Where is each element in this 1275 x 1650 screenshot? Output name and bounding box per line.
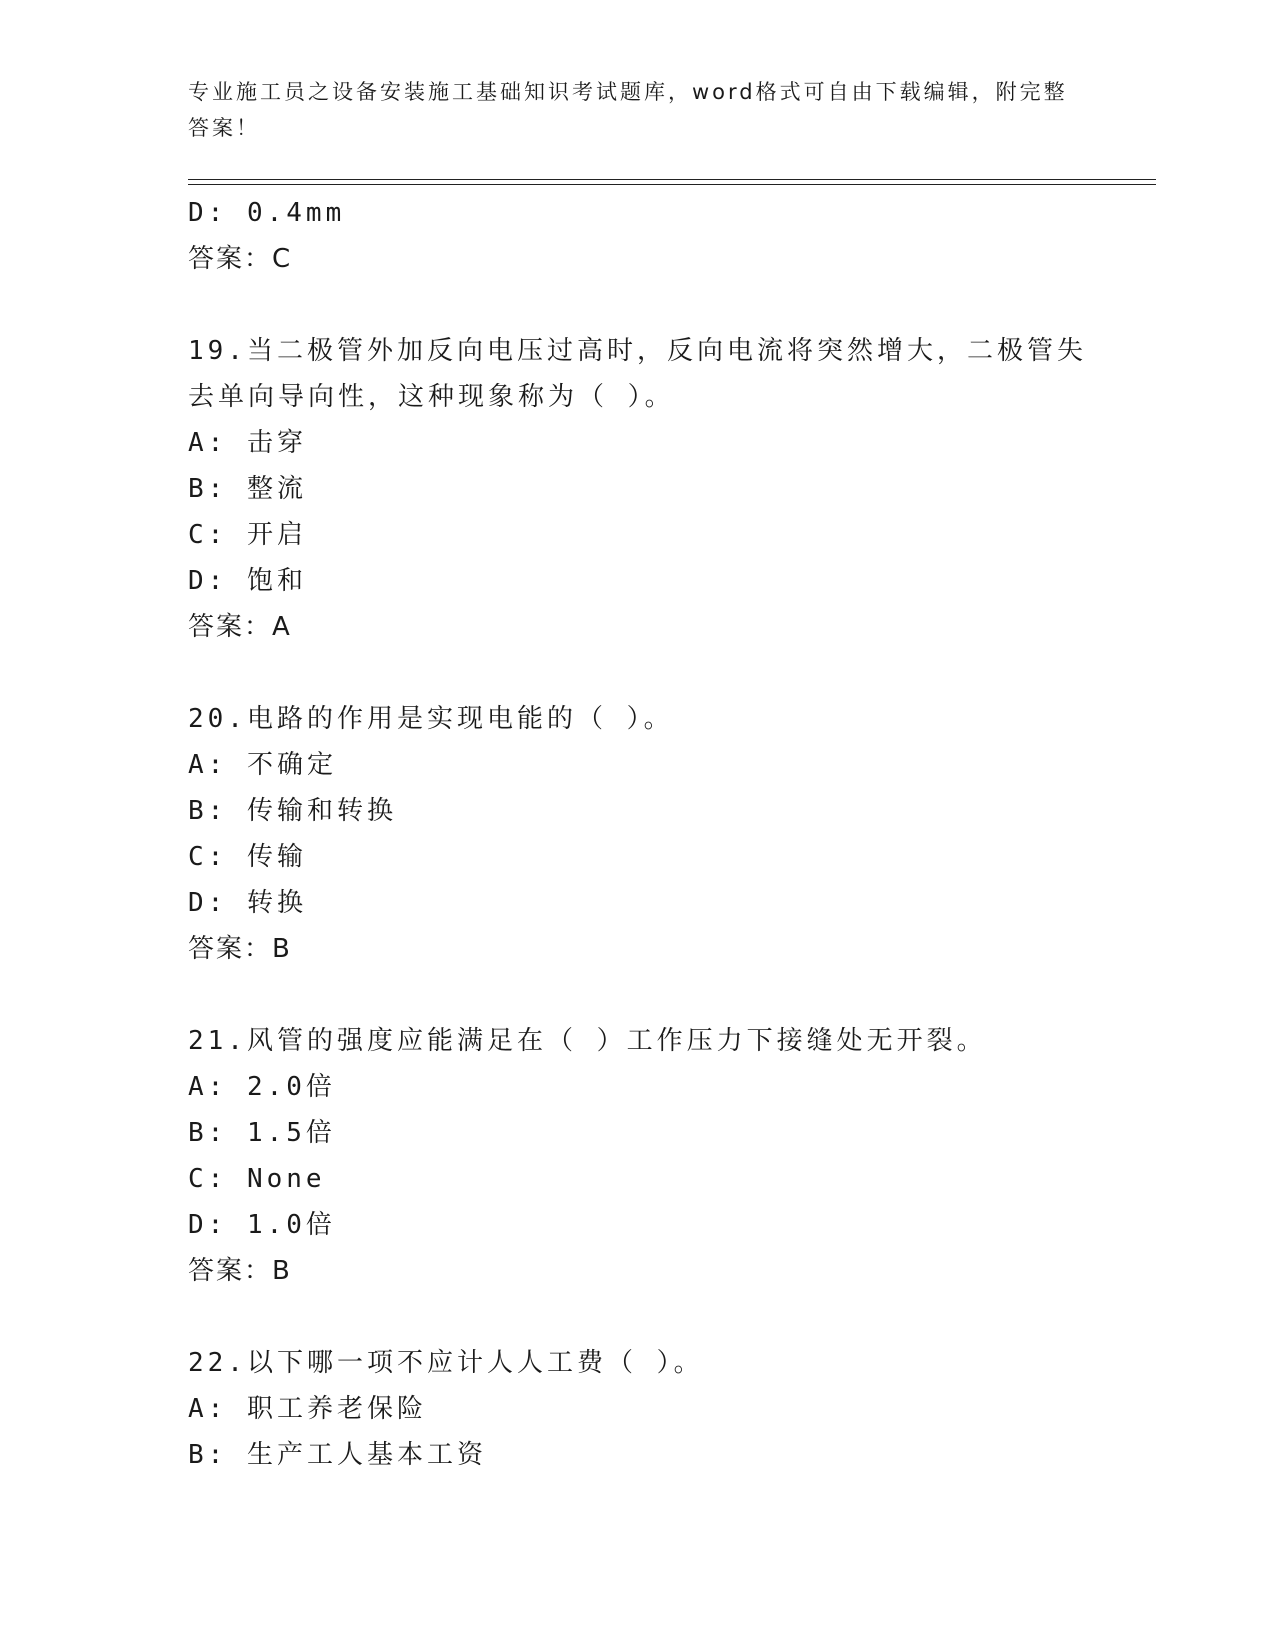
header-divider-top (188, 179, 1156, 180)
option-a: A: 击穿 (188, 428, 307, 458)
question-text: 20.电路的作用是实现电能的（ ）。 (188, 704, 674, 734)
question-text: 22.以下哪一项不应计人人工费（ ）。 (188, 1348, 704, 1378)
option-d: D: 饱和 (188, 566, 307, 596)
answer-line: 答案：A (188, 612, 292, 642)
answer-line: 答案：C (188, 244, 293, 274)
option-b: B: 整流 (188, 474, 307, 504)
question-20 (188, 696, 1148, 972)
header-divider-bottom (188, 184, 1156, 185)
option-d: D: 转换 (188, 888, 307, 918)
option-c: C: 开启 (188, 520, 307, 550)
answer-line: 答案：B (188, 934, 292, 964)
question-text: 21.风管的强度应能满足在（ ）工作压力下接缝处无开裂。 (188, 1026, 987, 1056)
option-a: A: 职工养老保险 (188, 1394, 427, 1424)
question-list (188, 190, 1148, 1478)
option-d: D: 1.0倍 (188, 1210, 336, 1240)
question-21 (188, 1018, 1148, 1294)
option-b: B: 1.5倍 (188, 1118, 336, 1148)
document-header: 专业施工员之设备安装施工基础知识考试题库，word格式可自由下载编辑，附完整答案！ (188, 80, 1068, 140)
option-a: A: 不确定 (188, 750, 337, 780)
option-a: A: 2.0倍 (188, 1072, 336, 1102)
question-22 (188, 1340, 1148, 1478)
option-c: C: 传输 (188, 842, 307, 872)
option-b: B: 生产工人基本工资 (188, 1440, 487, 1470)
answer-line: 答案：B (188, 1256, 292, 1286)
option-b: B: 传输和转换 (188, 796, 397, 826)
question-text: 19.当二极管外加反向电压过高时，反向电流将突然增大，二极管失去单向导向性，这种现象称为（ ）。 (188, 336, 1087, 412)
option-c: C: None (188, 1164, 326, 1194)
option-d: D: 0.4mm (188, 198, 346, 228)
question-19 (188, 328, 1148, 650)
